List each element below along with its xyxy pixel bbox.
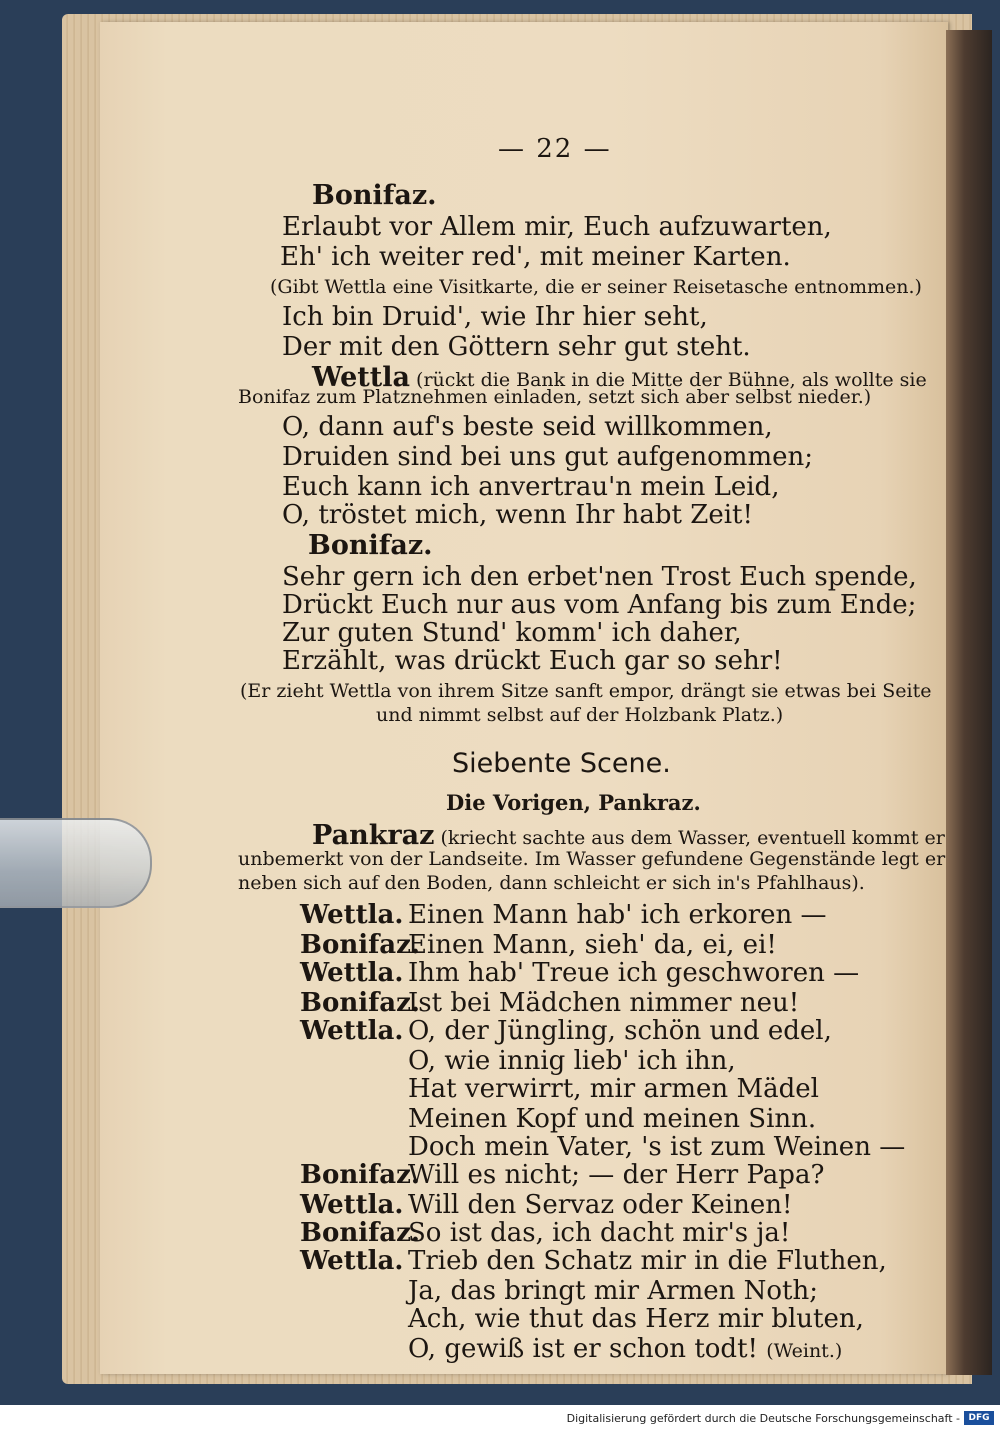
verse-line: Eh' ich weiter red', mit meiner Karten.	[280, 242, 791, 272]
speaker-label: Pankraz	[312, 820, 435, 851]
speaker-label: Wettla.	[300, 900, 404, 930]
scene-characters: Die Vorigen, Pankraz.	[446, 790, 701, 815]
page-clip	[0, 818, 152, 908]
verse-text: Trieb den Schatz mir in die Fluthen,	[408, 1246, 887, 1276]
stage-direction-text: (rückt die Bank in die Mitte der Bühne, als wollte sie	[416, 369, 927, 391]
stage-direction: (Weint.)	[766, 1340, 843, 1362]
dialogue-line	[300, 958, 859, 988]
verse-text: So ist das, ich dacht mir's ja!	[408, 1218, 791, 1248]
stage-direction: (Er zieht Wettla von ihrem Sitze sanft empor, drängt sie etwas bei Seite	[240, 680, 932, 702]
footer-bar	[0, 1405, 1000, 1430]
stage-direction	[312, 820, 945, 851]
stage-direction: und nimmt selbst auf der Holzbank Platz.)	[376, 704, 784, 726]
verse-line: Ich bin Druid', wie Ihr hier seht,	[282, 302, 708, 332]
verse-line: O, dann auf's beste seid willkommen,	[282, 412, 773, 442]
verse-line: Drückt Euch nur aus vom Anfang bis zum Ende;	[282, 590, 917, 620]
verse-text: Einen Mann hab' ich erkoren —	[408, 900, 827, 930]
stage-direction-text: (kriecht sachte aus dem Wasser, eventuell kommt er	[440, 827, 945, 849]
verse-text: Einen Mann, sieh' da, ei, ei!	[408, 930, 777, 960]
dialogue-line	[300, 930, 777, 960]
dialogue-line	[300, 1160, 824, 1190]
verse-line: Sehr gern ich den erbet'nen Trost Euch spende,	[282, 562, 917, 592]
verse-line: Ach, wie thut das Herz mir bluten,	[408, 1304, 864, 1334]
verse-text: O, der Jüngling, schön und edel,	[408, 1016, 832, 1046]
verse-line: Euch kann ich anvertrau'n mein Leid,	[282, 472, 780, 502]
speaker-label: Bonifaz.	[300, 1218, 420, 1248]
dfg-logo-icon: DFG	[964, 1411, 994, 1425]
verse-text: Will den Servaz oder Keinen!	[408, 1190, 793, 1220]
verse-line: O, tröstet mich, wenn Ihr habt Zeit!	[282, 500, 753, 530]
verse-line: O, wie innig lieb' ich ihn,	[408, 1046, 736, 1076]
stage-direction: Bonifaz zum Platznehmen einladen, setzt sich aber selbst nieder.)	[238, 386, 872, 408]
speaker-label: Bonifaz.	[312, 180, 437, 211]
dialogue-line	[300, 1218, 790, 1248]
dialogue-line	[300, 900, 827, 930]
verse-line: Ja, das bringt mir Armen Noth;	[408, 1276, 818, 1306]
verse-line: Erzählt, was drückt Euch gar so sehr!	[282, 646, 783, 676]
verse-line: Der mit den Göttern sehr gut steht.	[282, 332, 751, 362]
dialogue-line	[300, 1016, 832, 1046]
speaker-label: Wettla.	[300, 1190, 404, 1220]
speaker-label: Wettla.	[300, 1246, 404, 1276]
speaker-label: Bonifaz.	[308, 530, 433, 561]
speaker-label: Bonifaz.	[300, 930, 420, 960]
speaker-label: Bonifaz.	[300, 1160, 420, 1190]
verse-line: Doch mein Vater, 's ist zum Weinen —	[408, 1132, 906, 1162]
verse-line: Meinen Kopf und meinen Sinn.	[408, 1104, 817, 1134]
page-number: — 22 —	[498, 134, 612, 164]
verse-line: Zur guten Stund' komm' ich daher,	[282, 618, 742, 648]
dialogue-line	[300, 1246, 887, 1276]
verse-text: Ihm hab' Treue ich geschworen —	[408, 958, 860, 988]
speaker-label: Bonifaz.	[300, 988, 420, 1018]
speaker-label: Wettla.	[300, 1016, 404, 1046]
speaker-label: Wettla.	[300, 958, 404, 988]
verse-text: Ist bei Mädchen nimmer neu!	[408, 988, 800, 1018]
speaker-label: Wettla	[312, 362, 410, 393]
verse-line: Druiden sind bei uns gut aufgenommen;	[282, 442, 813, 472]
stage-direction: neben sich auf den Boden, dann schleicht er sich in's Pfahlhaus).	[238, 872, 865, 894]
verse-line	[408, 1334, 842, 1364]
verse-line: Hat verwirrt, mir armen Mädel	[408, 1074, 819, 1104]
scene-heading: Siebente Scene.	[452, 748, 671, 779]
verse-text: O, gewiß ist er schon todt!	[408, 1334, 758, 1364]
verse-line: Erlaubt vor Allem mir, Euch aufzuwarten,	[282, 212, 832, 242]
verse-text: Will es nicht; — der Herr Papa?	[408, 1160, 825, 1190]
funding-notice: Digitalisierung gefördert durch die Deutsche Forschungsgemeinschaft -	[566, 1412, 960, 1425]
dialogue-line	[300, 1190, 792, 1220]
stage-direction: unbemerkt von der Landseite. Im Wasser gefundene Gegenstände legt er	[238, 848, 946, 870]
stage-direction: (Gibt Wettla eine Visitkarte, die er seiner Reisetasche entnommen.)	[270, 276, 922, 298]
dialogue-line	[300, 988, 799, 1018]
